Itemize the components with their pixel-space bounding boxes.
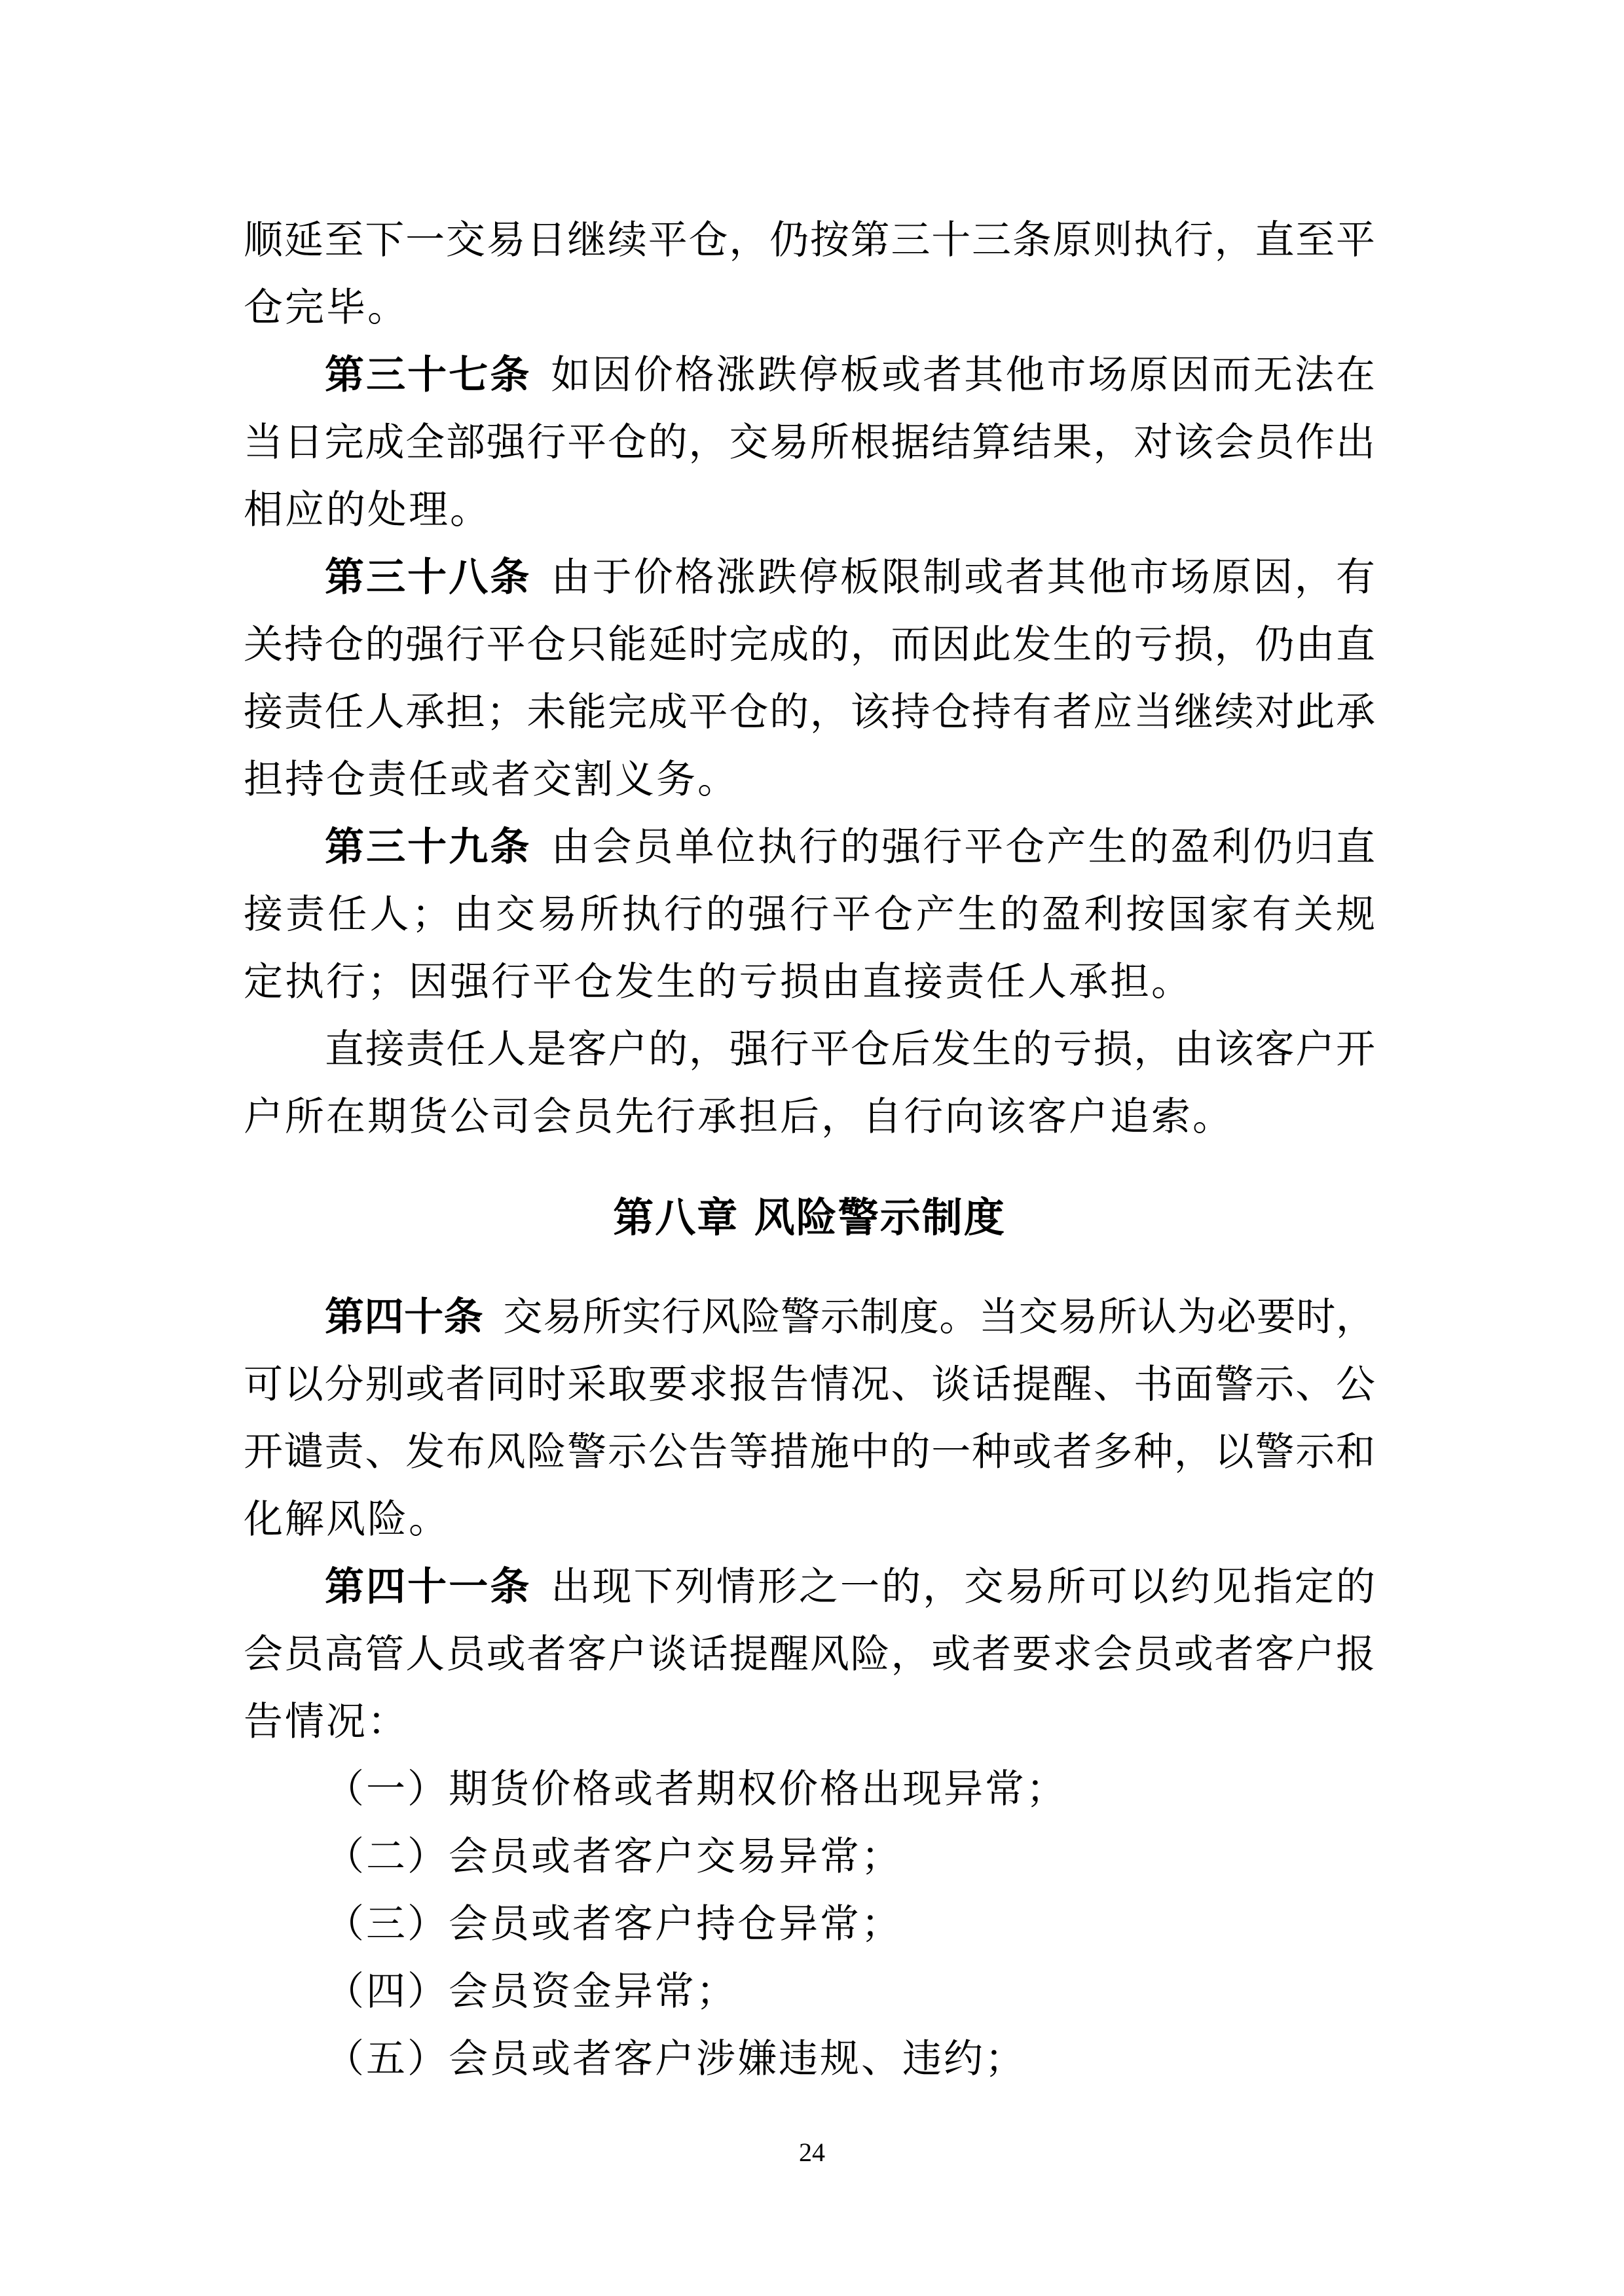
line-text: 仓完毕。	[244, 285, 409, 331]
line-text: 担持仓责任或者交割义务。	[244, 757, 739, 803]
chapter-heading-text: 第八章 风险警示制度	[613, 1194, 1006, 1241]
text-line	[244, 544, 1375, 611]
line-text: 定执行；因强行平仓发生的亏损由直接责任人承担。	[244, 959, 1192, 1005]
text-line	[244, 274, 1375, 342]
article-number: 第三十七条	[325, 352, 532, 398]
text-line	[244, 746, 1375, 814]
line-text: 顺延至下一交易日继续平仓，仍按第三十三条原则执行，直至平	[244, 217, 1375, 263]
line-text: 如因价格涨跌停板或者其他市场原因而无法在	[551, 352, 1376, 398]
text-line	[244, 1419, 1375, 1486]
line-text: 告情况：	[244, 1699, 409, 1745]
text-line	[244, 1688, 1375, 1756]
line-text: 由于价格涨跌停板限制或者其他市场原因，有	[551, 555, 1376, 600]
line-text: 接责任人；由交易所执行的强行平仓产生的盈利按国家有关规	[244, 892, 1375, 938]
text-line	[244, 1554, 1375, 1621]
text-line	[244, 1621, 1375, 1688]
line-text: 交易所实行风险警示制度。当交易所认为必要时，	[503, 1294, 1376, 1340]
text-line	[244, 1084, 1375, 1151]
line-text: （三）会员或者客户持仓异常；	[325, 1901, 902, 1947]
article-number: 第四十条	[325, 1294, 484, 1340]
text-line	[244, 1486, 1375, 1554]
line-text: （五）会员或者客户涉嫌违规、违约；	[325, 2036, 1026, 2082]
text-line	[244, 1284, 1375, 1351]
line-text: （一）期货价格或者期权价格出现异常；	[325, 1766, 1067, 1812]
list-item	[244, 1756, 1375, 1823]
page-number: 24	[799, 2138, 825, 2167]
text-line	[244, 1351, 1375, 1419]
text-line	[244, 342, 1375, 409]
line-text: 开谴责、发布风险警示公告等措施中的一种或者多种，以警示和	[244, 1429, 1375, 1475]
text-line	[244, 409, 1375, 477]
line-text: 化解风险。	[244, 1497, 450, 1542]
line-text: 接责任人承担；未能完成平仓的，该持仓持有者应当继续对此承	[244, 689, 1375, 735]
text-line	[244, 1016, 1375, 1084]
text-line	[244, 881, 1375, 949]
text-line	[244, 814, 1375, 881]
text-line	[244, 611, 1375, 679]
line-text: （四）会员资金异常；	[325, 1969, 737, 2014]
line-text: 由会员单位执行的强行平仓产生的盈利仍归直	[551, 824, 1376, 870]
article-number: 第四十一条	[325, 1564, 532, 1610]
line-text: 关持仓的强行平仓只能延时完成的，而因此发生的亏损，仍由直	[244, 622, 1375, 668]
line-text: 相应的处理。	[244, 487, 491, 533]
line-text: 户所在期货公司会员先行承担后，自行向该客户追索。	[244, 1094, 1234, 1140]
article-number: 第三十九条	[325, 824, 532, 870]
line-text: （二）会员或者客户交易异常；	[325, 1834, 902, 1880]
text-line	[244, 679, 1375, 746]
list-item	[244, 1958, 1375, 2026]
text-line	[244, 207, 1375, 274]
line-text: 会员高管人员或者客户谈话提醒风险，或者要求会员或者客户报	[244, 1631, 1375, 1677]
text-line	[244, 477, 1375, 544]
list-item	[244, 1823, 1375, 1891]
list-item	[244, 1891, 1375, 1958]
line-text: 直接责任人是客户的，强行平仓后发生的亏损，由该客户开	[325, 1027, 1375, 1072]
document-content	[244, 207, 1375, 2093]
text-line	[244, 949, 1375, 1016]
line-text: 出现下列情形之一的，交易所可以约见指定的	[551, 1564, 1376, 1610]
line-text: 当日完成全部强行平仓的，交易所根据结算结果，对该会员作出	[244, 420, 1375, 465]
list-item	[244, 2026, 1375, 2093]
line-text: 可以分别或者同时采取要求报告情况、谈话提醒、书面警示、公	[244, 1362, 1375, 1408]
chapter-heading	[244, 1184, 1375, 1251]
article-number: 第三十八条	[325, 555, 532, 600]
